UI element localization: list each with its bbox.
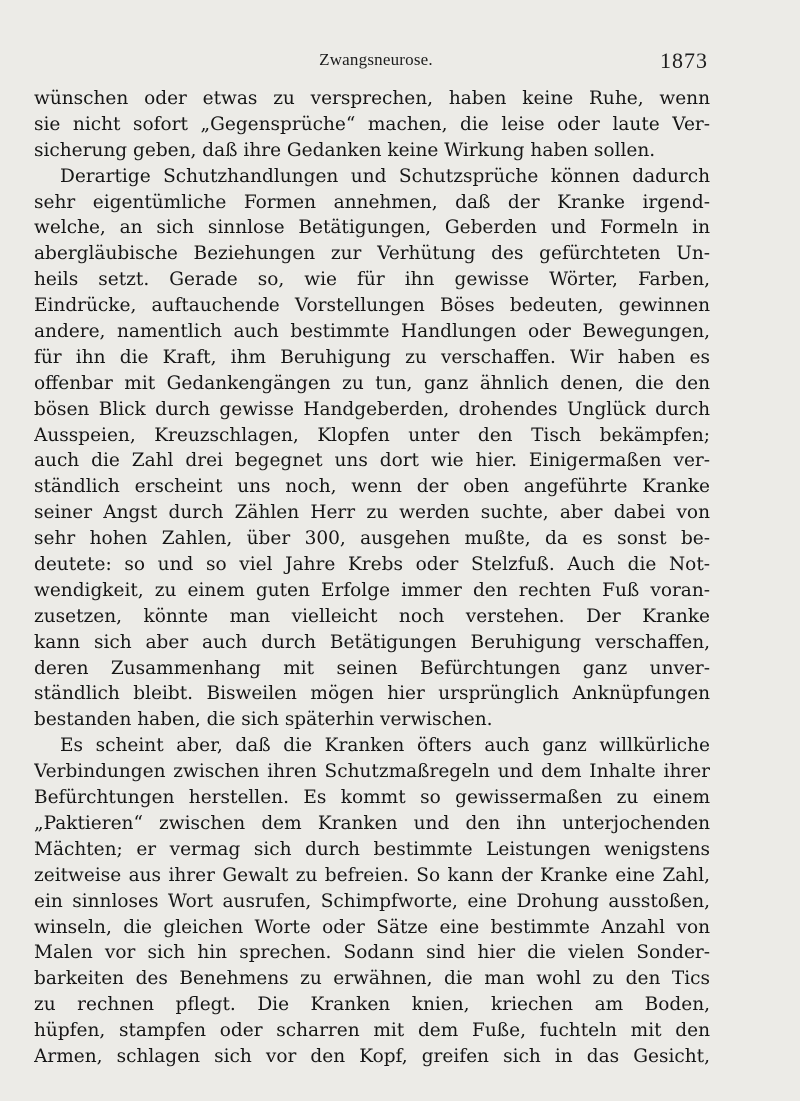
text-line: Verbindungen zwischen ihren Schutzmaßregeln und dem Inhalte ihrer <box>34 761 710 783</box>
text-line: für ihn die Kraft, ihm Beruhigung zu verschaffen. Wir haben es <box>34 346 710 368</box>
running-head: Zwangsneurose. <box>319 50 433 69</box>
text-line: Ausspeien, Kreuzschlagen, Klopfen unter den Tisch bekämpfen; <box>34 424 710 446</box>
text-line: zu rechnen pflegt. Die Kranken knien, kriechen am Boden, <box>34 994 710 1016</box>
text-line: zeitweise aus ihrer Gewalt zu befreien. So kann der Kranke eine Zahl, <box>34 864 710 886</box>
text-line: bösen Blick durch gewisse Handgeberden, drohendes Unglück durch <box>34 398 710 420</box>
text-line: ein sinnloses Wort ausrufen, Schimpfworte, eine Drohung ausstoßen, <box>34 890 710 912</box>
text-line: Es scheint aber, daß die Kranken öfters auch ganz willkürliche <box>60 735 710 757</box>
text-line: deutete: so und so viel Jahre Krebs oder Stelzfuß. Auch die Not- <box>34 554 710 576</box>
text-line: Derartige Schutzhandlungen und Schutzsprüche können dadurch <box>60 165 710 187</box>
text-line: Mächten; er vermag sich durch bestimmte Leistungen wenigstens <box>34 838 710 860</box>
text-line: winseln, die gleichen Worte oder Sätze eine bestimmte Anzahl von <box>34 916 710 938</box>
text-line: ständlich erscheint uns noch, wenn der oben angeführte Kranke <box>34 476 710 498</box>
text-line: sehr hohen Zahlen, über 300, ausgehen mußte, da es sonst be- <box>34 528 710 550</box>
text-line: wendigkeit, zu einem guten Erfolge immer den rechten Fuß voran- <box>34 579 710 601</box>
text-line: Befürchtungen herstellen. Es kommt so gewissermaßen zu einem <box>34 787 710 809</box>
body-text <box>34 86 710 1070</box>
text-line: wünschen oder etwas zu versprechen, haben keine Ruhe, wenn <box>34 88 710 109</box>
text-line: sie nicht sofort „Gegensprüche“ machen, die leise oder laute Ver- <box>34 113 710 135</box>
text-line: ständlich bleibt. Bisweilen mögen hier ursprünglich Anknüpfungen <box>34 683 710 705</box>
text-line: Armen, schlagen sich vor den Kopf, greifen sich in das Gesicht, <box>34 1045 710 1067</box>
text-line: seiner Angst durch Zählen Herr zu werden suchte, aber dabei von <box>34 502 710 524</box>
text-line: zusetzen, könnte man vielleicht noch verstehen. Der Kranke <box>34 605 710 627</box>
page-number: 1873 <box>660 48 708 73</box>
text-line: deren Zusammenhang mit seinen Befürchtungen ganz unver- <box>34 657 710 679</box>
text-line: Eindrücke, auftauchende Vorstellungen Böses bedeuten, gewinnen <box>34 295 710 317</box>
page-header <box>34 48 718 76</box>
text-line: barkeiten des Benehmens zu erwähnen, die man wohl zu den Tics <box>34 968 710 990</box>
text-line: welche, an sich sinnlose Betätigungen, Geberden und Formeln in <box>34 217 710 239</box>
text-line: abergläubische Beziehungen zur Verhütung des gefürchteten Un- <box>34 243 710 265</box>
text-line: sicherung geben, daß ihre Gedanken keine Wirkung haben sollen. <box>34 139 656 161</box>
text-line: offenbar mit Gedankengängen zu tun, ganz ähnlich denen, die den <box>34 372 710 394</box>
text-line: hüpfen, stampfen oder scharren mit dem Fuße, fuchteln mit den <box>34 1020 710 1042</box>
text-line: Malen vor sich hin sprechen. Sodann sind hier die vielen Sonder- <box>34 942 710 964</box>
text-line: sehr eigentümliche Formen annehmen, daß der Kranke irgend- <box>34 191 710 213</box>
text-line: auch die Zahl drei begegnet uns dort wie hier. Einigermaßen ver- <box>34 450 710 472</box>
text-line: kann sich aber auch durch Betätigungen Beruhigung verschaffen, <box>34 631 710 653</box>
text-line: heils setzt. Gerade so, wie für ihn gewisse Wörter, Farben, <box>34 269 710 291</box>
text-line: „Paktieren“ zwischen dem Kranken und den ihn unterjochenden <box>34 812 710 834</box>
text-line: bestanden haben, die sich späterhin verwischen. <box>34 709 493 731</box>
text-line: andere, namentlich auch bestimmte Handlungen oder Bewegungen, <box>34 321 710 343</box>
